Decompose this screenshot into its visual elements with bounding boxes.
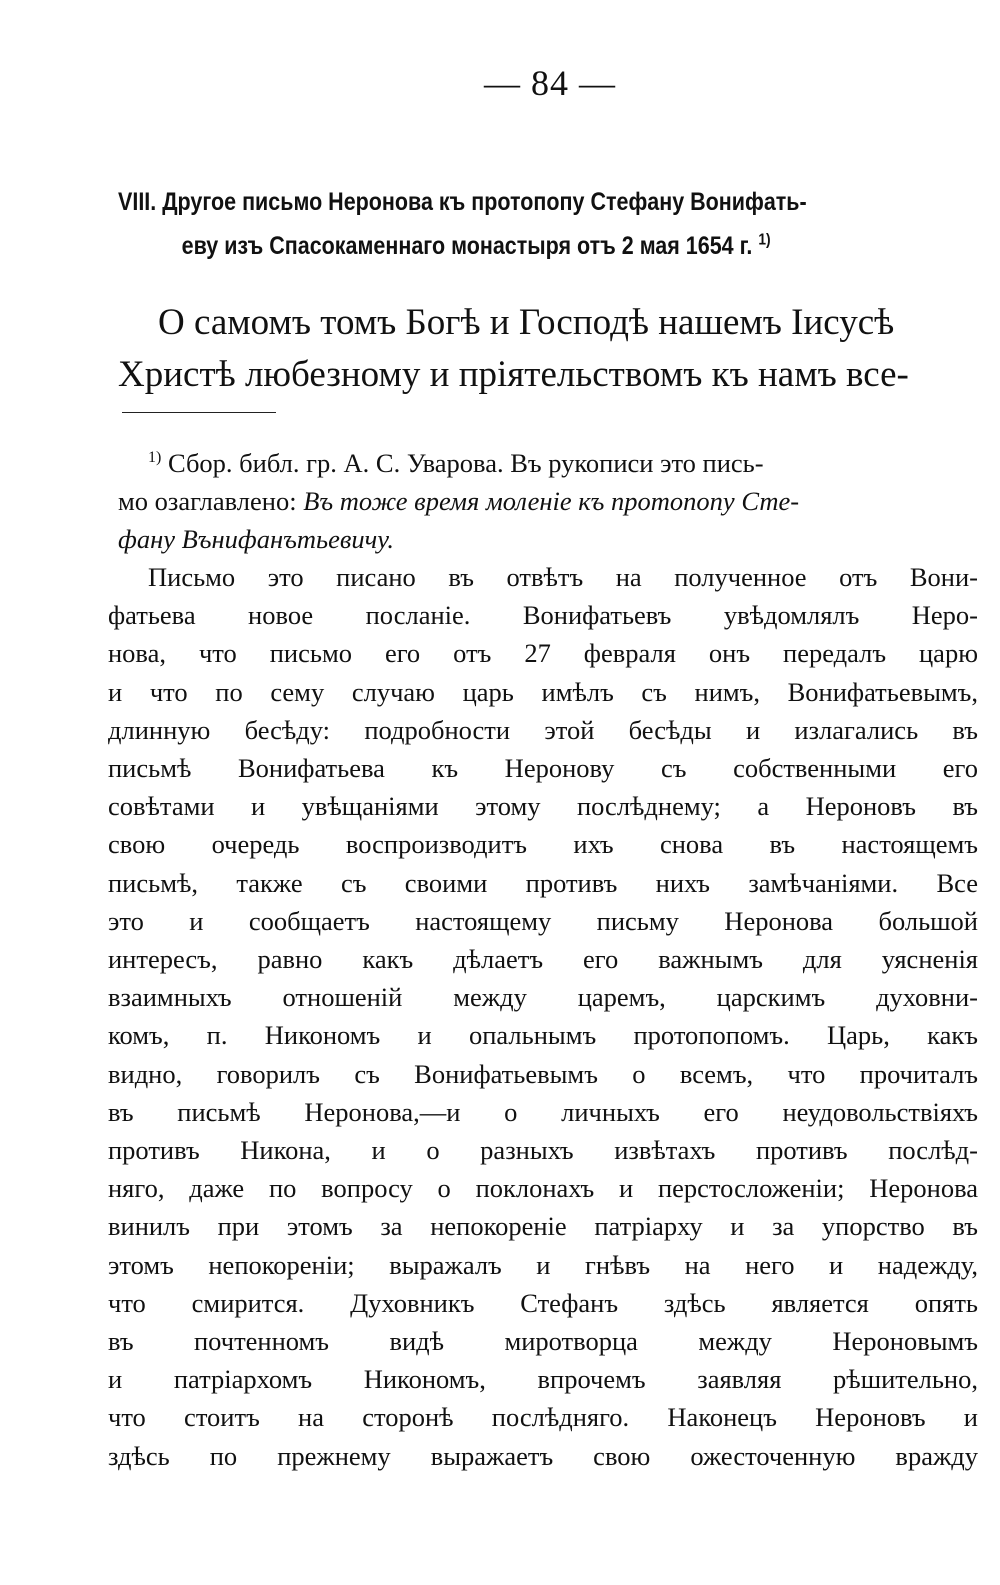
heading-line-2 (118, 224, 985, 268)
footnote-line-2 (118, 482, 990, 520)
commentary-line: длинную бесѣду: подробности этой бесѣды и излагались въ (108, 714, 978, 745)
commentary-line: и что по сему случаю царь имѣлъ съ нимъ, Вонифатьевымъ, (108, 676, 978, 707)
commentary-line: здѣсь по прежнему выражаетъ свою ожесточенную вражду (108, 1440, 978, 1471)
section-heading (118, 180, 985, 268)
footnote-line-1-text: Сбор. библ. гр. А. С. Уварова. Въ рукописи это пись- (167, 448, 764, 478)
commentary-line: нова, что письмо его отъ 27 февраля онъ передалъ царю (108, 638, 978, 669)
footnote-line-2-italic: Въ тоже время моленіе къ протопопу Сте- (303, 486, 800, 516)
heading-line-1: VIII. Другое письмо Неронова къ протопопу Стефану Вонифать- (118, 188, 807, 216)
commentary-line: видно, говорилъ съ Вонифатьевымъ о всемъ, что прочиталъ (108, 1058, 978, 1089)
commentary-line: взаимныхъ отношеній между царемъ, царскимъ духовни- (108, 982, 978, 1013)
letter-line-2: Христѣ любезному и пріятельствомъ къ намъ все- (118, 354, 909, 395)
page-number: — 84 — (484, 63, 616, 103)
heading-footnote-marker: 1) (758, 231, 771, 249)
commentary-line: письмѣ, также съ своими противъ нихъ замѣчаніями. Все (108, 867, 978, 898)
commentary-line: письмѣ Вонифатьева къ Неронову съ собственными его (108, 753, 978, 784)
letter-line-1: О самомъ томъ Богѣ и Господѣ нашемъ Іисусѣ (158, 302, 895, 343)
commentary-line: Письмо это писано въ отвѣтъ на полученное отъ Вони- (148, 562, 978, 592)
commentary-line: въ письмѣ Неронова,—и о личныхъ его неудовольствіяхъ (108, 1096, 978, 1127)
footnote-line-1 (118, 444, 990, 482)
commentary-line: это и сообщаетъ настоящему письму Неронова большой (108, 905, 978, 936)
commentary-line: противъ Никона, и о разныхъ извѣтахъ противъ послѣд- (108, 1135, 978, 1166)
commentary-line: фатьева новое посланіе. Вонифатьевъ увѣдомлялъ Неро- (108, 600, 978, 631)
commentary-line: въ почтенномъ видѣ миротворца между Нероновымъ (108, 1326, 978, 1357)
commentary-line: интересъ, равно какъ дѣлаетъ его важнымъ для уясненія (108, 944, 978, 975)
commentary-line: комъ, п. Никономъ и опальнымъ протопопомъ. Царь, какъ (108, 1020, 978, 1051)
footnote (118, 444, 990, 558)
commentary-line: няго, даже по вопросу о поклонахъ и перстосложеніи; Неронова (108, 1173, 978, 1204)
footnote-marker: 1) (148, 449, 162, 467)
footnote-line-3: фану Вънифанътьевичу. (118, 524, 394, 554)
commentary-line: что смирится. Духовникъ Стефанъ здѣсь является опять (108, 1287, 978, 1318)
commentary-line: и патріархомъ Никономъ, впрочемъ заявляя рѣшительно, (108, 1364, 978, 1395)
commentary-text (108, 558, 978, 1475)
commentary-line: винилъ при этомъ за непокореніе патріарху и за упорство въ (108, 1211, 978, 1242)
footnote-line-2-plain: мо озаглавлено: (118, 486, 297, 516)
heading-line-2-text: еву изъ Спасокаменнаго монастыря отъ 2 мая 1654 г. (181, 232, 753, 260)
commentary-line: совѣтами и увѣщаніями этому послѣднему; а Нероновъ въ (108, 791, 978, 822)
commentary-line: этомъ непокореніи; выражалъ и гнѣвъ на него и надежду, (108, 1249, 978, 1280)
commentary-line: что стоитъ на сторонѣ послѣдняго. Наконецъ Нероновъ и (108, 1402, 978, 1433)
footnote-divider (122, 412, 276, 413)
letter-opening (118, 297, 990, 401)
commentary-line: свою очередь воспроизводитъ ихъ снова въ настоящемъ (108, 829, 978, 860)
